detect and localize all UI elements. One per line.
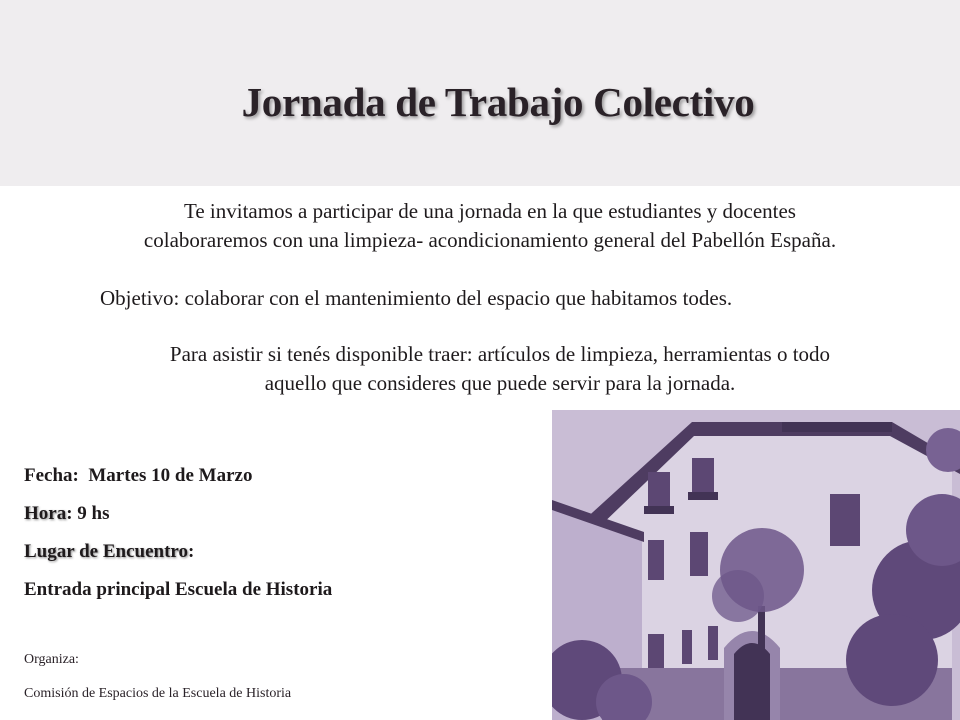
building-photo [552,410,960,720]
intro-line-1: Te invitamos a participar de una jornada en la que estudiantes y docentes [184,199,796,223]
place-suffix: : [188,541,195,562]
date-value: Martes 10 de Marzo [88,465,253,486]
place-value-row [24,576,544,614]
time-label: Hora [24,503,67,524]
building-illustration [552,410,960,720]
bring-paragraph [100,340,900,398]
place-value: Entrada principal Escuela de Historia [24,579,333,600]
objective-text: Objetivo: colaborar con el mantenimiento del espacio que habitamos todes. [100,286,733,310]
photo-tint [552,410,960,720]
organizer-block [24,650,544,718]
date-label: Fecha: [24,465,79,486]
intro-paragraph [90,197,890,255]
bring-line-2: aquello que consideres que puede servir para la jornada. [264,371,736,395]
date-row [24,462,544,500]
bring-line-1: Para asistir si tenés disponible traer: artículos de limpieza, herramientas o todo [169,342,831,366]
page-title: Jornada de Trabajo Colectivo [241,79,755,125]
intro-line-2: colaboraremos con una limpieza- acondicionamiento general del Pabellón España. [143,228,837,252]
place-label: Lugar de Encuentro [24,541,188,562]
event-details [24,462,544,614]
time-row [24,500,544,538]
organizer-name: Comisión de Espacios de la Escuela de Historia [24,686,292,701]
time-value: : 9 hs [66,503,110,524]
place-row [24,538,544,576]
organizer-label: Organiza: [24,652,79,667]
